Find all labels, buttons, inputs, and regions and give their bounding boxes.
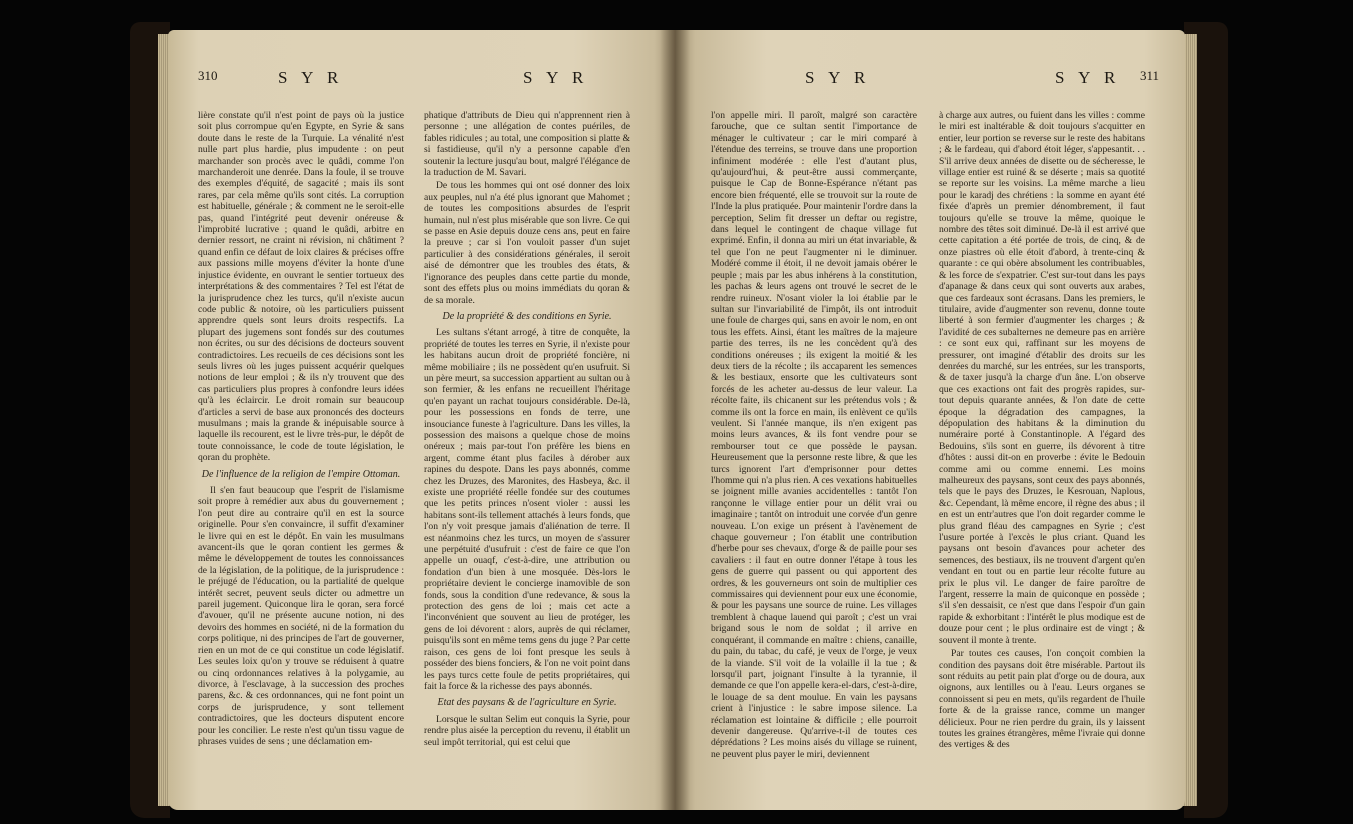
book-gutter bbox=[660, 30, 690, 810]
paragraph: lière constate qu'il n'est point de pays où la justice soit plus corrompue qu'en Egypte, en Syrie & sans doute dans le reste de la Turquie. La vénalité n'est nulle part plus hardie, plus impudente : on peut marchander son procès avec le quâdi, comme l'on marchanderoit une denrée. Dans la foule, il se trouve des exemples d'équité, de sagacité ; mais ils sont rares, par cela même qu'ils sont cités. La corruption est habituelle, générale ; & comment ne le seroit-elle pas, quand l'intégrité peut devenir onéreuse & l'improbité lucrative ; quand le quâdi, arbitre en dernier ressort, ne craint ni révision, ni châtiment ? quand enfin ce défaut de loix claires & précises offre aux passions mille moyens d'éviter la honte d'une injustice évidente, en ouvrant le sentier tortueux des interprétations & des commentaires ? Tel est l'état de la jurisprudence chez les turcs, qu'il n'existe aucun code public & notoire, où les particuliers puissent apprendre quels sont leurs droits respectifs. La plupart des jugemens sont fondés sur des coutumes non écrites, ou sur des décisions de docteurs souvent contradictoires. Les recueils de ces décisions sont les seuls livres où les juges puissent acquérir quelques notions de leur emploi ; & ils n'y trouvent que des cas particuliers plus propres à confondre leurs idées qu'à les éclaircir. Le droit romain sur beaucoup d'articles a servi de base aux prononcés des docteurs musulmans ; mais la grande & inépuisable source à laquelle ils recourent, est le livre très-pur, le dépôt de toute connoissance, le code de toute législation, le qoran du prophète. bbox=[198, 110, 404, 464]
page-number-left: 310 bbox=[198, 68, 218, 83]
paragraph: phatique d'attributs de Dieu qui n'apprennent rien à personne ; une allégation de contes puériles, de fables ridicules ; au total, une composition si platte & si fastidieuse, qu'il n'y a personne capable d'en soutenir la lecture jusqu'au bout, malgré l'élégance de la traduction de M. Savari. bbox=[424, 110, 630, 179]
paragraph: De tous les hommes qui ont osé donner des loix aux peuples, nul n'a été plus ignorant que Mahomet ; de toutes les compositions absurdes de l'esprit humain, nul n'est plus misérable que son livre. Ce qui se passe en Asie depuis douze cens ans, peut en faire la preuve ; car si l'on vouloit passer d'un sujet particulier à des considérations générales, il seroit aisé de démontrer que les troubles des états, & l'ignorance des peuples dans cette partie du monde, sont des effets plus ou moins immédiats du qoran & de sa morale. bbox=[424, 180, 630, 306]
right-page-column-2 bbox=[939, 110, 1145, 810]
right-page bbox=[675, 30, 1185, 810]
paragraph: Il s'en faut beaucoup que l'esprit de l'islamisme soit propre à remédier aux abus du gouvernement ; l'on peut dire au contraire qu'il en est la source originelle. Pour s'en convaincre, il suffit d'examiner le livre qui en est le dépôt. En vain les musulmans avancent-ils que le qoran contient les germes & même le développement de toutes les connoissances de la législation, de la politique, de la jurisprudence : le préjugé de l'éducation, ou la partialité de quelque intérêt secret, peuvent seuls dicter ou admettre un pareil jugement. Quiconque lira le qoran, sera forcé d'avouer, qu'il ne présente aucune notion, ni des devoirs des hommes en société, ni de la formation du corps politique, ni des principes de l'art de gouverner, rien en un mot de ce qui constitue un code législatif. Les seules loix qu'on y trouve se réduisent à quatre ou cinq ordonnances relatives à la polygamie, au divorce, à l'esclavage, à la succession des proches parens, &c. & ces ordonnances, qui ne font point un corps de jurisprudence, y sont tellement contradictoires, que les docteurs disputent encore pour les concilier. Le reste n'est qu'un tissu vague de phrases vuides de sens ; une déclamation em- bbox=[198, 485, 404, 747]
section-heading: De l'influence de la religion de l'empire Ottoman. bbox=[201, 468, 401, 480]
section-heading: Etat des paysans & de l'agriculture en Syrie. bbox=[437, 697, 617, 709]
page-edges-right bbox=[1183, 34, 1197, 806]
left-page-column-2 bbox=[424, 110, 630, 810]
running-head-right-1: S Y R bbox=[805, 68, 871, 87]
paragraph: Par toutes ces causes, l'on conçoit combien la condition des paysans doit être misérable. Partout ils sont réduits au petit pain plat d'orge ou de doura, aux oignons, aux lentilles ou à l'eau. Leurs organes se connoissent si peu en mets, qu'ils regardent de l'huile forte & de la graisse rance, comme un manger délicieux. Pour ne rien perdre du grain, ils y laissent toutes les graines étrangères, même l'ivraie qui donne des vertiges & des bbox=[939, 648, 1145, 751]
running-head-left-1: S Y R bbox=[278, 68, 344, 87]
left-page-column-1 bbox=[198, 110, 404, 810]
left-page bbox=[168, 30, 675, 810]
running-head-left-2: S Y R bbox=[523, 68, 589, 87]
paragraph: Lorsque le sultan Selim eut conquis la Syrie, pour rendre plus aisée la perception du revenu, il établit un seul impôt territorial, qui est celui que bbox=[424, 713, 630, 748]
page-number-right: 311 bbox=[1140, 68, 1160, 83]
paragraph: à charge aux autres, ou fuient dans les villes : comme le miri est inaltérable & doit toujours s'acquitter en entier, leur portion se reverse sur le reste des habitans ; & le fardeau, qui d'abord étoit léger, s'appesantit. . . S'il arrive deux années de disette ou de sécheresse, le village entier est ruiné & se déserte ; mais sa quotité se reporte sur les voisins. La même marche a lieu pour le karadj des chrétiens : la somme en ayant été fixée d'après un premier dénombrement, il faut toujours qu'elle se trouve la même, quoique le nombre des têtes soit diminué. De-là il est arrivé que cette capitation a été portée de trois, de cinq, & de onze piastres où elle étoit d'abord, à trente-cinq & quarante : ce qui obère absolument les contribuables, & les force de s'expatrier. C'est sur-tout dans les pays d'apanage & dans ceux qui sont ouverts aux arabes, que ces fardeaux sont écrasans. Dans les premiers, le titulaire, avide d'augmenter son revenu, donne toute liberté à son fermier d'augmenter les charges ; & l'avidité de ces subalternes ne demeure pas en arrière : ce sont eux qui, raffinant sur les moyens de pressurer, ont imaginé d'établir des droits sur les denrées du marché, sur les entrées, sur les transports, & de taxer jusqu'à la charge d'un âne. L'on observe que ces exactions ont fait des progrès rapides, sur-tout depuis quarante années, & l'on date de cette époque la dégradation des campagnes, la dépopulation des habitans & la diminution du numéraire porté à Constantinople. A l'égard des Bedouins, s'ils sont en guerre, ils dévorent à titre d'hôtes : aussi dit-on en proverbe : évite le Bedouin comme ami ou comme ennemi. Les moins malheureux des paysans, sont ceux des pays abonnés, tels que le pays des Druzes, le Kesrouan, Naplous, &c. Cependant, là même encore, il règne des abus ; il en est un entr'autres que l'on doit regarder comme le plus grand fléau des campagnes en Syrie ; c'est l'usure portée à l'excès le plus criant. Quand les paysans ont besoin d'avances pour acheter des semences, des bestiaux, ils ne trouvent d'argent qu'en vendant en tout ou en partie leur récolte future au prix le plus vil. Le danger de faire paroître de l'argent, resserre la main de quiconque en possède ; s'il s'en dessaisit, ce n'est que dans l'espoir d'un gain rapide & exhorbitant : l'intérêt le plus modique est de douze pour cent ; le plus ordinaire est de vingt ; & souvent il monte à trente. bbox=[939, 110, 1145, 646]
running-head-right-2: S Y R bbox=[1055, 68, 1121, 87]
paragraph: Les sultans s'étant arrogé, à titre de conquête, la propriété de toutes les terres en Syrie, il n'existe pour les habitans aucun droit de propriété foncière, ni même mobiliaire ; ils ne possèdent qu'en usufruit. Si un père meurt, sa succession appartient au sultan ou à son fermier, & les enfans ne recueillent l'héritage qu'en payant un rachat toujours considérable. De-là, pour les possessions en fonds de terre, une insouciance funeste à l'agriculture. Dans les villes, la possession des maisons a quelque chose de moins onéreux ; mais par-tout l'on préfère les biens en argent, comme étant plus faciles à dérober aux rapines du despote. Dans les pays abonnés, comme chez les Druzes, des Maronites, des Hasbeya, &c. il existe une propriété réelle fondée sur des coutumes que les petits princes n'osent violer : aussi les habitans sont-ils tellement attachés à leurs fonds, que l'on n'y voit presque jamais d'aliénation de terre. Il est néanmoins chez les turcs, un moyen de s'assurer une perpétuité d'usufruit : c'est de faire ce que l'on appelle un ouaqf, c'est-à-dire, une attribution ou fondation d'un bien à une mosquée. Dès-lors le propriétaire devient le concierge inamovible de son fonds, sous la condition d'une redevance, & sous la protection des gens de loi ; mais cet acte a l'inconvénient que souvent au lieu de protéger, les gens de loi dévorent : alors, auprès de qui réclamer, puisqu'ils sont en même tems gens du juge ? Par cette raison, ces gens de loi font presque les seuls à posséder des biens fonciers, & l'on ne voit point dans les pays turcs cette foule de petits propriétaires, qui fait la force & la richesse des pays abonnés. bbox=[424, 327, 630, 692]
paragraph: l'on appelle miri. Il paroît, malgré son caractère farouche, que ce sultan sentit l'importance de ménager le cultivateur ; car le miri comparé à l'étendue des terreins, se trouve dans une proportion infiniment modérée : elle l'est d'autant plus, qu'aujourd'hui, & peut-être aussi commerçante, puisque le Cap de Bonne-Espérance n'étant pas encore bien fréquenté, elle se trouvoit sur la route de l'Inde la plus pratiquée. Pour maintenir l'ordre dans la perception, Selim fit dresser un deftar ou registre, dans lequel le contingent de chaque village fut exprimé. Enfin, il donna au miri un état invariable, & tel que l'on ne peut l'augmenter ni le diminuer. Modéré comme il étoit, il ne devoit jamais obérer le peuple ; mais par les abus inhérens à la constitution, les pachas & leurs agens ont trouvé le secret de le rendre ruineux. N'osant violer la loi établie par le sultan sur l'invariabilité de l'impôt, ils ont introduit une foule de charges qui, sans en avoir le nom, en ont tous les effets. Ainsi, étant les maîtres de la majeure partie des terres, ils ne les concèdent qu'à des conditions onéreuses ; ils exigent la moitié & les deux tiers de la récolte ; ils accaparent les semences & les bestiaux, ensorte que les cultivateurs sont forcés de les acheter au-dessus de leur valeur. La récolte faite, ils chicanent sur les prétendus vols ; & comme ils ont la force en main, ils enlèvent ce qu'ils veulent. Si l'année manque, ils n'en exigent pas moins leurs avances, & ils font vendre pour se rembourser tout ce que possède le paysan. Heureusement que la personne reste libre, & que les turcs ignorent l'art d'emprisonner pour dettes l'homme qui n'a plus rien. A ces vexations habituelles se joignent mille avanies accidentelles : tantôt l'on rançonne le village entier pour un délit vrai ou imaginaire ; tantôt on introduit une corvée d'un genre nouveau. L'on exige un présent à l'avènement de chaque gouverneur ; l'on établit une contribution d'herbe pour ses chevaux, d'orge & de paille pour ses cavaliers : il faut en outre donner l'étape à tous les gens de guerre qui passent ou qui apportent des ordres, & les gouverneurs ont soin de multiplier ces commissaires qui deviennent pour eux une économie, & pour les paysans une source de ruine. Les villages tremblent à chaque lauend qui paroît ; c'est un vrai brigand sous le nom de soldat ; il arrive en conquérant, il commande en maître : chiens, canaille, du pain, du tabac, du café, je veux de l'orge, je veux de la viande. S'il voit de la volaille il la tue ; & lorsqu'il part, joignant l'insulte à la tyrannie, il demande ce que l'on appelle kera-el-dars, c'est-à-dire, le louage de sa dent moulue. En vain les paysans crient à l'injustice : le sabre impose silence. La réclamation est lointaine & difficile ; elle pourroit devenir dangereuse. Qu'arrive-t-il de toutes ces déprédations ? Les moins aisés du village se ruinent, ne peuvent plus payer le miri, deviennent bbox=[711, 110, 917, 760]
right-page-column-1 bbox=[711, 110, 917, 810]
section-heading: De la propriété & des conditions en Syrie. bbox=[442, 310, 612, 322]
